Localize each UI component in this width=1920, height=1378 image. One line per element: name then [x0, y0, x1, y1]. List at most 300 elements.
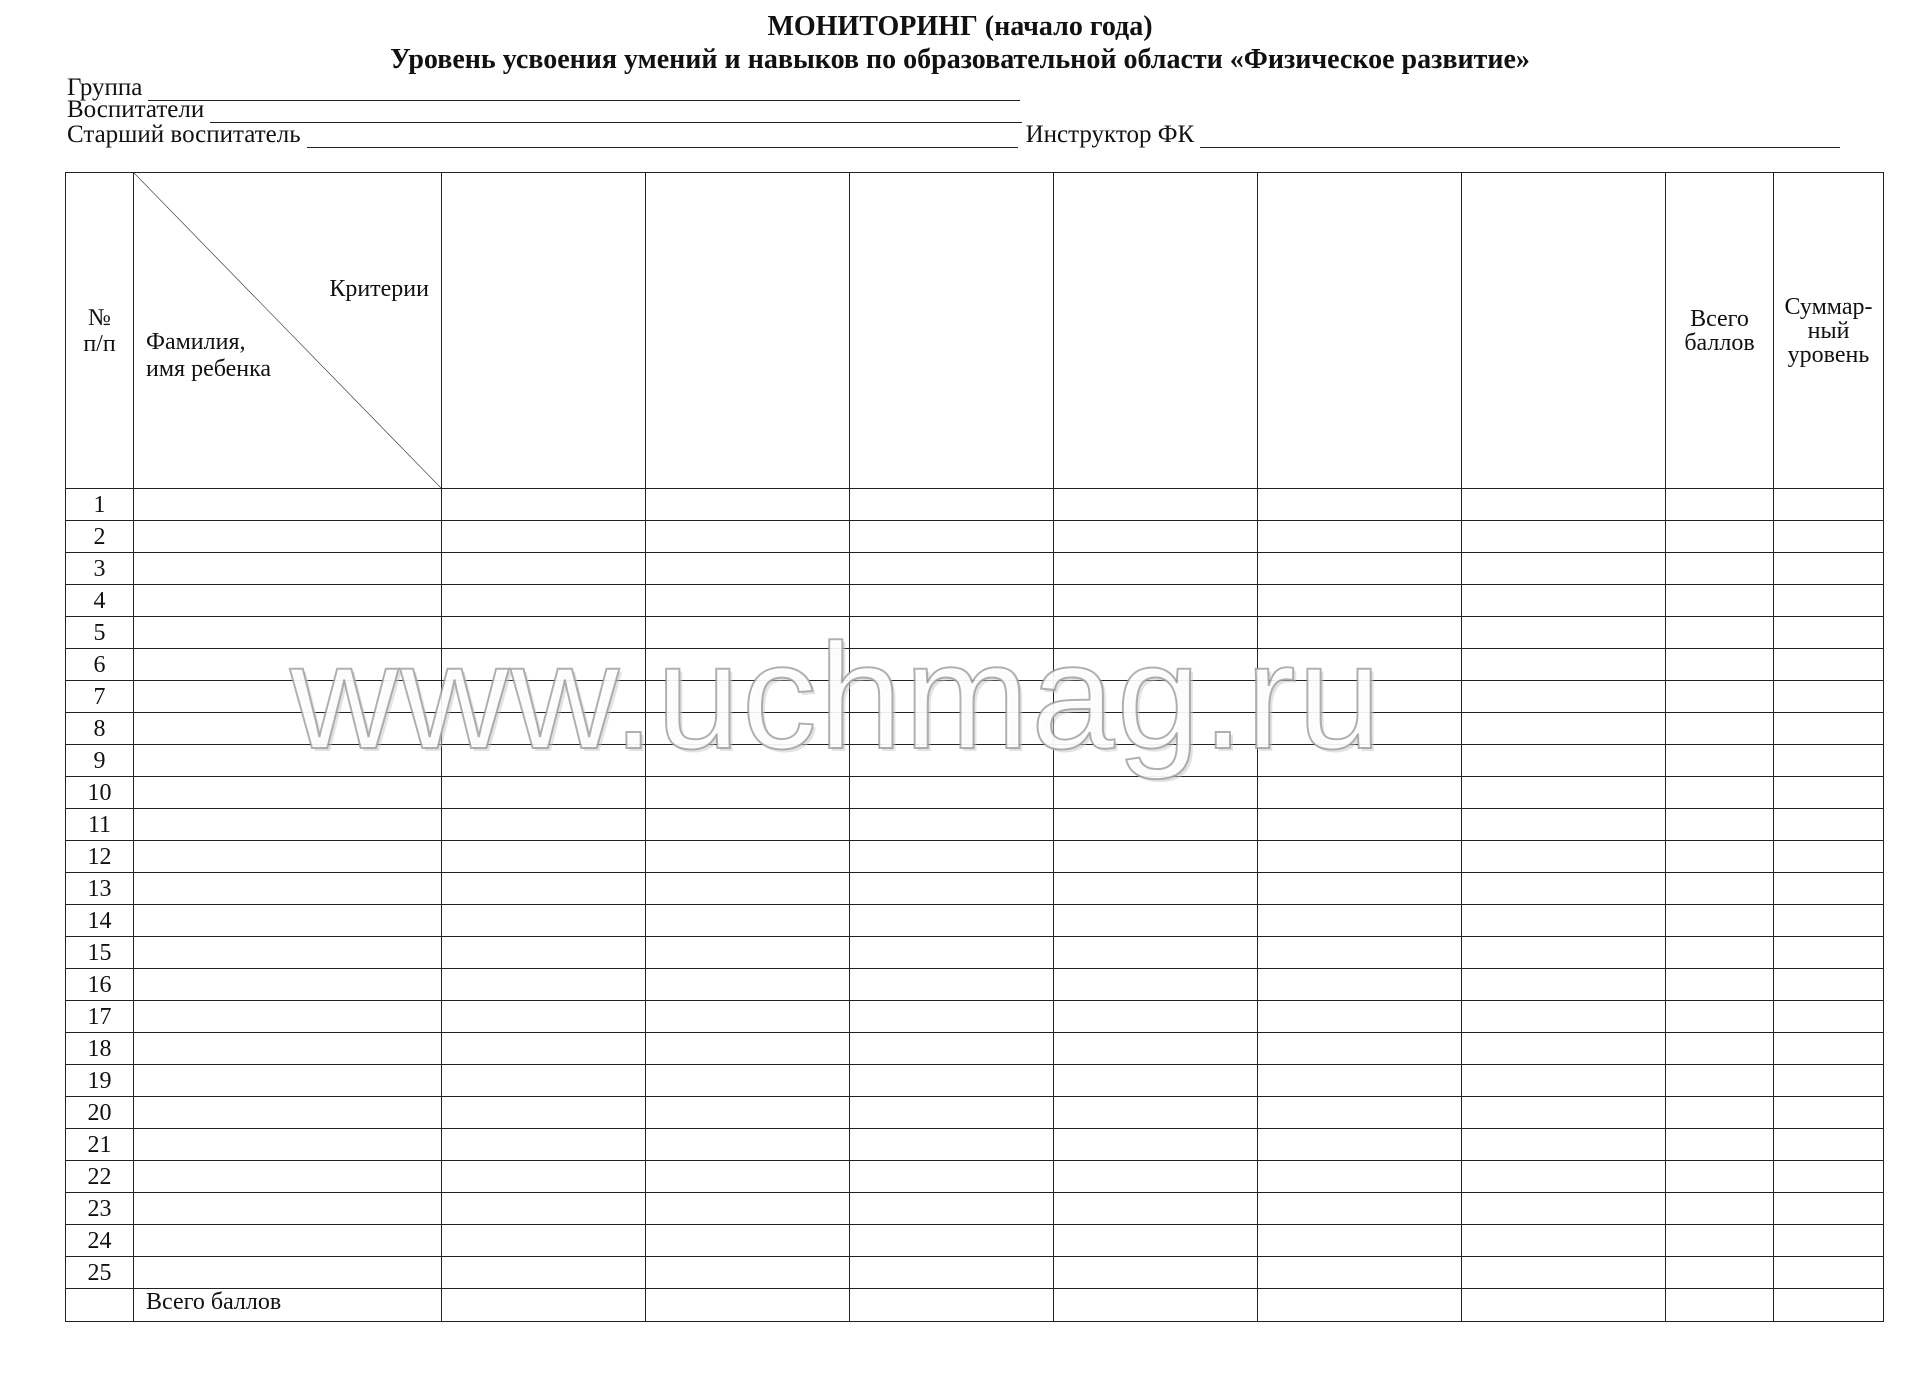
score-cell[interactable]: [442, 873, 646, 905]
score-cell[interactable]: [442, 905, 646, 937]
child-name-cell[interactable]: [134, 1257, 442, 1289]
header-total: [1666, 173, 1774, 489]
row-number: 16: [66, 969, 134, 1001]
header-total-line2: баллов: [1684, 329, 1755, 356]
score-cell[interactable]: [1462, 1001, 1666, 1033]
score-cell[interactable]: [1774, 1097, 1884, 1129]
table-row: [66, 489, 1884, 521]
score-cell[interactable]: [1666, 809, 1774, 841]
criteria-col-4[interactable]: [1054, 173, 1258, 489]
score-cell[interactable]: [1258, 745, 1462, 777]
score-cell[interactable]: [442, 809, 646, 841]
score-cell[interactable]: [1054, 681, 1258, 713]
score-cell[interactable]: [1774, 777, 1884, 809]
score-cell[interactable]: [646, 777, 850, 809]
row-number: 10: [66, 777, 134, 809]
score-cell[interactable]: [1462, 873, 1666, 905]
score-cell[interactable]: [1774, 489, 1884, 521]
score-cell[interactable]: [1054, 1129, 1258, 1161]
footer-cell[interactable]: [1666, 1289, 1774, 1322]
score-cell[interactable]: [1054, 937, 1258, 969]
footer-total-label: Всего баллов: [134, 1289, 442, 1322]
score-cell[interactable]: [646, 809, 850, 841]
score-cell[interactable]: [1054, 1001, 1258, 1033]
score-cell[interactable]: [646, 905, 850, 937]
score-cell[interactable]: [1774, 713, 1884, 745]
score-cell[interactable]: [850, 873, 1054, 905]
score-cell[interactable]: [1258, 617, 1462, 649]
score-cell[interactable]: [1054, 1161, 1258, 1193]
score-cell[interactable]: [1666, 1001, 1774, 1033]
child-name-cell[interactable]: [134, 553, 442, 585]
child-name-cell[interactable]: [134, 809, 442, 841]
score-cell[interactable]: [1666, 841, 1774, 873]
table-row: [66, 745, 1884, 777]
header-level-line1: Суммар-: [1784, 293, 1873, 320]
score-cell[interactable]: [1462, 649, 1666, 681]
score-cell[interactable]: [1666, 1193, 1774, 1225]
score-cell[interactable]: [1462, 713, 1666, 745]
footer-cell[interactable]: [1462, 1289, 1666, 1322]
score-cell[interactable]: [1666, 1257, 1774, 1289]
footer-cell[interactable]: [646, 1289, 850, 1322]
score-cell[interactable]: [1054, 777, 1258, 809]
score-cell[interactable]: [1774, 937, 1884, 969]
score-cell[interactable]: [1054, 649, 1258, 681]
score-cell[interactable]: [1774, 745, 1884, 777]
score-cell[interactable]: [1258, 905, 1462, 937]
score-cell[interactable]: [1054, 905, 1258, 937]
score-cell[interactable]: [1774, 809, 1884, 841]
score-cell[interactable]: [1774, 1129, 1884, 1161]
score-cell[interactable]: [1462, 489, 1666, 521]
score-cell[interactable]: [1666, 1033, 1774, 1065]
score-cell[interactable]: [646, 553, 850, 585]
score-cell[interactable]: [1462, 1097, 1666, 1129]
row-number: 15: [66, 937, 134, 969]
score-cell[interactable]: [1666, 1065, 1774, 1097]
score-cell[interactable]: [850, 713, 1054, 745]
child-name-cell[interactable]: [134, 905, 442, 937]
score-cell[interactable]: [1666, 937, 1774, 969]
criteria-col-1[interactable]: [442, 173, 646, 489]
score-cell[interactable]: [646, 873, 850, 905]
score-cell[interactable]: [1054, 1033, 1258, 1065]
score-cell[interactable]: [1258, 1193, 1462, 1225]
score-cell[interactable]: [1462, 1193, 1666, 1225]
row-number: 18: [66, 1033, 134, 1065]
score-cell[interactable]: [646, 681, 850, 713]
header-level-line2: ный: [1807, 317, 1850, 344]
row-number: 20: [66, 1097, 134, 1129]
score-cell[interactable]: [646, 969, 850, 1001]
score-cell[interactable]: [1462, 1033, 1666, 1065]
score-cell[interactable]: [442, 1193, 646, 1225]
pe-instructor-label: Инструктор ФК: [1025, 121, 1195, 148]
score-cell[interactable]: [1666, 713, 1774, 745]
score-cell[interactable]: [1666, 521, 1774, 553]
child-name-cell[interactable]: [134, 1225, 442, 1257]
score-cell[interactable]: [1774, 649, 1884, 681]
score-cell[interactable]: [442, 841, 646, 873]
header-total-line1: Всего: [1690, 305, 1749, 332]
row-number: 25: [66, 1257, 134, 1289]
footer-cell[interactable]: [1054, 1289, 1258, 1322]
score-cell[interactable]: [1258, 1097, 1462, 1129]
score-cell[interactable]: [1462, 841, 1666, 873]
table-row: [66, 1161, 1884, 1193]
score-cell[interactable]: [1774, 681, 1884, 713]
row-number: 23: [66, 1193, 134, 1225]
score-cell[interactable]: [850, 1065, 1054, 1097]
monitoring-table: [65, 172, 1884, 1322]
child-name-cell[interactable]: [134, 489, 442, 521]
row-number: 13: [66, 873, 134, 905]
score-cell[interactable]: [646, 1225, 850, 1257]
score-cell[interactable]: [1258, 521, 1462, 553]
score-cell[interactable]: [1774, 1065, 1884, 1097]
score-cell[interactable]: [1258, 681, 1462, 713]
score-cell[interactable]: [442, 1129, 646, 1161]
row-number: 22: [66, 1161, 134, 1193]
document-subtitle: Уровень усвоения умений и навыков по образовательной области «Физическое развитие»: [390, 44, 1530, 75]
score-cell[interactable]: [1774, 905, 1884, 937]
score-cell[interactable]: [646, 745, 850, 777]
score-cell[interactable]: [442, 1097, 646, 1129]
score-cell[interactable]: [646, 1097, 850, 1129]
score-cell[interactable]: [1054, 585, 1258, 617]
score-cell[interactable]: [1462, 777, 1666, 809]
score-cell[interactable]: [1258, 553, 1462, 585]
row-number: 5: [66, 617, 134, 649]
score-cell[interactable]: [1462, 1065, 1666, 1097]
score-cell[interactable]: [850, 617, 1054, 649]
child-name-cell[interactable]: [134, 1161, 442, 1193]
row-number: 7: [66, 681, 134, 713]
child-name-cell[interactable]: [134, 873, 442, 905]
table-row: [66, 1193, 1884, 1225]
score-cell[interactable]: [1054, 745, 1258, 777]
child-name-cell[interactable]: [134, 1001, 442, 1033]
criteria-col-3[interactable]: [850, 173, 1054, 489]
score-cell[interactable]: [850, 1225, 1054, 1257]
score-cell[interactable]: [442, 649, 646, 681]
score-cell[interactable]: [442, 713, 646, 745]
score-cell[interactable]: [1054, 713, 1258, 745]
score-cell[interactable]: [1462, 553, 1666, 585]
score-cell[interactable]: [1774, 841, 1884, 873]
score-cell[interactable]: [850, 777, 1054, 809]
child-name-cell[interactable]: [134, 745, 442, 777]
score-cell[interactable]: [646, 617, 850, 649]
score-cell[interactable]: [646, 1001, 850, 1033]
score-cell[interactable]: [646, 1161, 850, 1193]
score-cell[interactable]: [1258, 1257, 1462, 1289]
score-cell[interactable]: [850, 521, 1054, 553]
score-cell[interactable]: [1666, 617, 1774, 649]
score-cell[interactable]: [1462, 745, 1666, 777]
score-cell[interactable]: [1462, 1225, 1666, 1257]
score-cell[interactable]: [646, 1033, 850, 1065]
score-cell[interactable]: [1258, 649, 1462, 681]
table-row: [66, 1065, 1884, 1097]
child-name-cell[interactable]: [134, 937, 442, 969]
score-cell[interactable]: [1462, 681, 1666, 713]
score-cell[interactable]: [646, 1257, 850, 1289]
score-cell[interactable]: [1666, 489, 1774, 521]
score-cell[interactable]: [1774, 585, 1884, 617]
table-row: [66, 521, 1884, 553]
score-cell[interactable]: [1054, 1065, 1258, 1097]
score-cell[interactable]: [646, 1129, 850, 1161]
table-row: [66, 1033, 1884, 1065]
row-number: 21: [66, 1129, 134, 1161]
score-cell[interactable]: [646, 1193, 850, 1225]
score-cell[interactable]: [1774, 969, 1884, 1001]
score-cell[interactable]: [1774, 1225, 1884, 1257]
score-cell[interactable]: [850, 1033, 1054, 1065]
senior-educator-input-line[interactable]: [307, 125, 1018, 148]
score-cell[interactable]: [1774, 553, 1884, 585]
score-cell[interactable]: [1666, 681, 1774, 713]
score-cell[interactable]: [1054, 553, 1258, 585]
score-cell[interactable]: [1462, 1161, 1666, 1193]
score-cell[interactable]: [1666, 905, 1774, 937]
score-cell[interactable]: [1774, 1193, 1884, 1225]
score-cell[interactable]: [442, 1225, 646, 1257]
child-name-cell[interactable]: [134, 585, 442, 617]
score-cell[interactable]: [1462, 969, 1666, 1001]
score-cell[interactable]: [1774, 521, 1884, 553]
score-cell[interactable]: [442, 1065, 646, 1097]
score-cell[interactable]: [1258, 1065, 1462, 1097]
table-row: [66, 905, 1884, 937]
score-cell[interactable]: [850, 1001, 1054, 1033]
score-cell[interactable]: [850, 745, 1054, 777]
score-cell[interactable]: [442, 553, 646, 585]
table-row: [66, 1001, 1884, 1033]
score-cell[interactable]: [1258, 1161, 1462, 1193]
score-cell[interactable]: [442, 1001, 646, 1033]
score-cell[interactable]: [850, 1129, 1054, 1161]
criteria-label: Критерии: [329, 276, 429, 302]
score-cell[interactable]: [850, 905, 1054, 937]
score-cell[interactable]: [1054, 841, 1258, 873]
footer-num-cell: [66, 1289, 134, 1322]
score-cell[interactable]: [1054, 1097, 1258, 1129]
score-cell[interactable]: [1054, 617, 1258, 649]
criteria-col-5[interactable]: [1258, 173, 1462, 489]
table-row: [66, 841, 1884, 873]
row-number: 12: [66, 841, 134, 873]
score-cell[interactable]: [1666, 649, 1774, 681]
senior-educator-field: [67, 122, 1840, 148]
table-row: [66, 553, 1884, 585]
row-number: 24: [66, 1225, 134, 1257]
table-body: [66, 489, 1884, 1289]
footer-cell[interactable]: [442, 1289, 646, 1322]
footer-cell[interactable]: [1774, 1289, 1884, 1322]
score-cell[interactable]: [850, 841, 1054, 873]
table-row: [66, 617, 1884, 649]
score-cell[interactable]: [1258, 873, 1462, 905]
score-cell[interactable]: [1462, 1129, 1666, 1161]
score-cell[interactable]: [850, 649, 1054, 681]
score-cell[interactable]: [442, 585, 646, 617]
score-cell[interactable]: [1258, 809, 1462, 841]
score-cell[interactable]: [1258, 585, 1462, 617]
score-cell[interactable]: [850, 681, 1054, 713]
score-cell[interactable]: [1462, 1257, 1666, 1289]
score-cell[interactable]: [1054, 873, 1258, 905]
score-cell[interactable]: [850, 1257, 1054, 1289]
score-cell[interactable]: [442, 1033, 646, 1065]
score-cell[interactable]: [1666, 969, 1774, 1001]
score-cell[interactable]: [442, 969, 646, 1001]
score-cell[interactable]: [646, 841, 850, 873]
score-cell[interactable]: [646, 649, 850, 681]
footer-cell[interactable]: [850, 1289, 1054, 1322]
score-cell[interactable]: [1666, 745, 1774, 777]
score-cell[interactable]: [442, 1161, 646, 1193]
criteria-col-2[interactable]: [646, 173, 850, 489]
score-cell[interactable]: [1054, 489, 1258, 521]
score-cell[interactable]: [850, 809, 1054, 841]
table-row: [66, 969, 1884, 1001]
score-cell[interactable]: [1054, 809, 1258, 841]
score-cell[interactable]: [1666, 1225, 1774, 1257]
row-number: 14: [66, 905, 134, 937]
score-cell[interactable]: [1774, 1161, 1884, 1193]
score-cell[interactable]: [442, 681, 646, 713]
child-name-cell[interactable]: [134, 681, 442, 713]
score-cell[interactable]: [1054, 1257, 1258, 1289]
score-cell[interactable]: [1462, 521, 1666, 553]
score-cell[interactable]: [1462, 809, 1666, 841]
score-cell[interactable]: [1774, 1257, 1884, 1289]
score-cell[interactable]: [850, 585, 1054, 617]
score-cell[interactable]: [1666, 585, 1774, 617]
score-cell[interactable]: [1774, 617, 1884, 649]
pe-instructor-input-line[interactable]: [1200, 125, 1840, 148]
score-cell[interactable]: [1054, 521, 1258, 553]
child-name-cell[interactable]: [134, 1065, 442, 1097]
score-cell[interactable]: [1774, 873, 1884, 905]
score-cell[interactable]: [1462, 585, 1666, 617]
score-cell[interactable]: [442, 1257, 646, 1289]
educators-label: Воспитатели: [67, 96, 205, 123]
educators-field: [67, 97, 1022, 123]
row-number: 4: [66, 585, 134, 617]
score-cell[interactable]: [442, 777, 646, 809]
score-cell[interactable]: [1258, 1225, 1462, 1257]
score-cell[interactable]: [442, 617, 646, 649]
table-row: [66, 585, 1884, 617]
score-cell[interactable]: [850, 1161, 1054, 1193]
score-cell[interactable]: [1666, 873, 1774, 905]
child-name-cell[interactable]: [134, 1097, 442, 1129]
score-cell[interactable]: [1462, 937, 1666, 969]
score-cell[interactable]: [1258, 969, 1462, 1001]
score-cell[interactable]: [646, 1065, 850, 1097]
score-cell[interactable]: [1258, 937, 1462, 969]
score-cell[interactable]: [646, 521, 850, 553]
table-row: [66, 809, 1884, 841]
score-cell[interactable]: [850, 553, 1054, 585]
watermark: www.uchmag.ru: [290, 612, 1384, 780]
score-cell[interactable]: [1258, 713, 1462, 745]
score-cell[interactable]: [1258, 1129, 1462, 1161]
child-name-label-line1: Фамилия,: [146, 329, 246, 355]
child-name-cell[interactable]: [134, 969, 442, 1001]
score-cell[interactable]: [1666, 777, 1774, 809]
score-cell[interactable]: [1666, 1097, 1774, 1129]
child-name-cell[interactable]: [134, 713, 442, 745]
score-cell[interactable]: [850, 489, 1054, 521]
score-cell[interactable]: [1258, 841, 1462, 873]
child-name-cell[interactable]: [134, 1129, 442, 1161]
score-cell[interactable]: [1054, 1193, 1258, 1225]
score-cell[interactable]: [442, 521, 646, 553]
score-cell[interactable]: [1462, 905, 1666, 937]
child-name-cell[interactable]: [134, 617, 442, 649]
score-cell[interactable]: [1258, 1033, 1462, 1065]
table-row: [66, 873, 1884, 905]
child-name-cell[interactable]: [134, 1193, 442, 1225]
header-criteria-name: [134, 173, 442, 489]
score-cell[interactable]: [646, 713, 850, 745]
child-name-cell[interactable]: [134, 777, 442, 809]
row-number: 8: [66, 713, 134, 745]
child-name-cell[interactable]: [134, 841, 442, 873]
table-row: [66, 1257, 1884, 1289]
score-cell[interactable]: [646, 937, 850, 969]
score-cell[interactable]: [1774, 1001, 1884, 1033]
score-cell[interactable]: [442, 489, 646, 521]
score-cell[interactable]: [850, 937, 1054, 969]
score-cell[interactable]: [646, 585, 850, 617]
score-cell[interactable]: [1666, 1129, 1774, 1161]
senior-educator-label: Старший воспитатель: [67, 121, 301, 148]
score-cell[interactable]: [1666, 553, 1774, 585]
child-name-cell[interactable]: [134, 1033, 442, 1065]
child-name-cell[interactable]: [134, 521, 442, 553]
score-cell[interactable]: [442, 745, 646, 777]
score-cell[interactable]: [1258, 777, 1462, 809]
score-cell[interactable]: [1774, 1033, 1884, 1065]
educators-input-line[interactable]: [210, 100, 1022, 123]
child-name-cell[interactable]: [134, 649, 442, 681]
score-cell[interactable]: [1462, 617, 1666, 649]
score-cell[interactable]: [1054, 969, 1258, 1001]
header-num: [66, 173, 134, 489]
score-cell[interactable]: [442, 937, 646, 969]
score-cell[interactable]: [1054, 1225, 1258, 1257]
table-row: [66, 713, 1884, 745]
score-cell[interactable]: [1258, 489, 1462, 521]
score-cell[interactable]: [1258, 1001, 1462, 1033]
score-cell[interactable]: [646, 489, 850, 521]
row-number: 1: [66, 489, 134, 521]
footer-cell[interactable]: [1258, 1289, 1462, 1322]
score-cell[interactable]: [850, 969, 1054, 1001]
criteria-col-6[interactable]: [1462, 173, 1666, 489]
score-cell[interactable]: [850, 1097, 1054, 1129]
score-cell[interactable]: [1666, 1161, 1774, 1193]
table-row: [66, 937, 1884, 969]
score-cell[interactable]: [850, 1193, 1054, 1225]
child-name-label-line2: имя ребенка: [146, 356, 272, 382]
